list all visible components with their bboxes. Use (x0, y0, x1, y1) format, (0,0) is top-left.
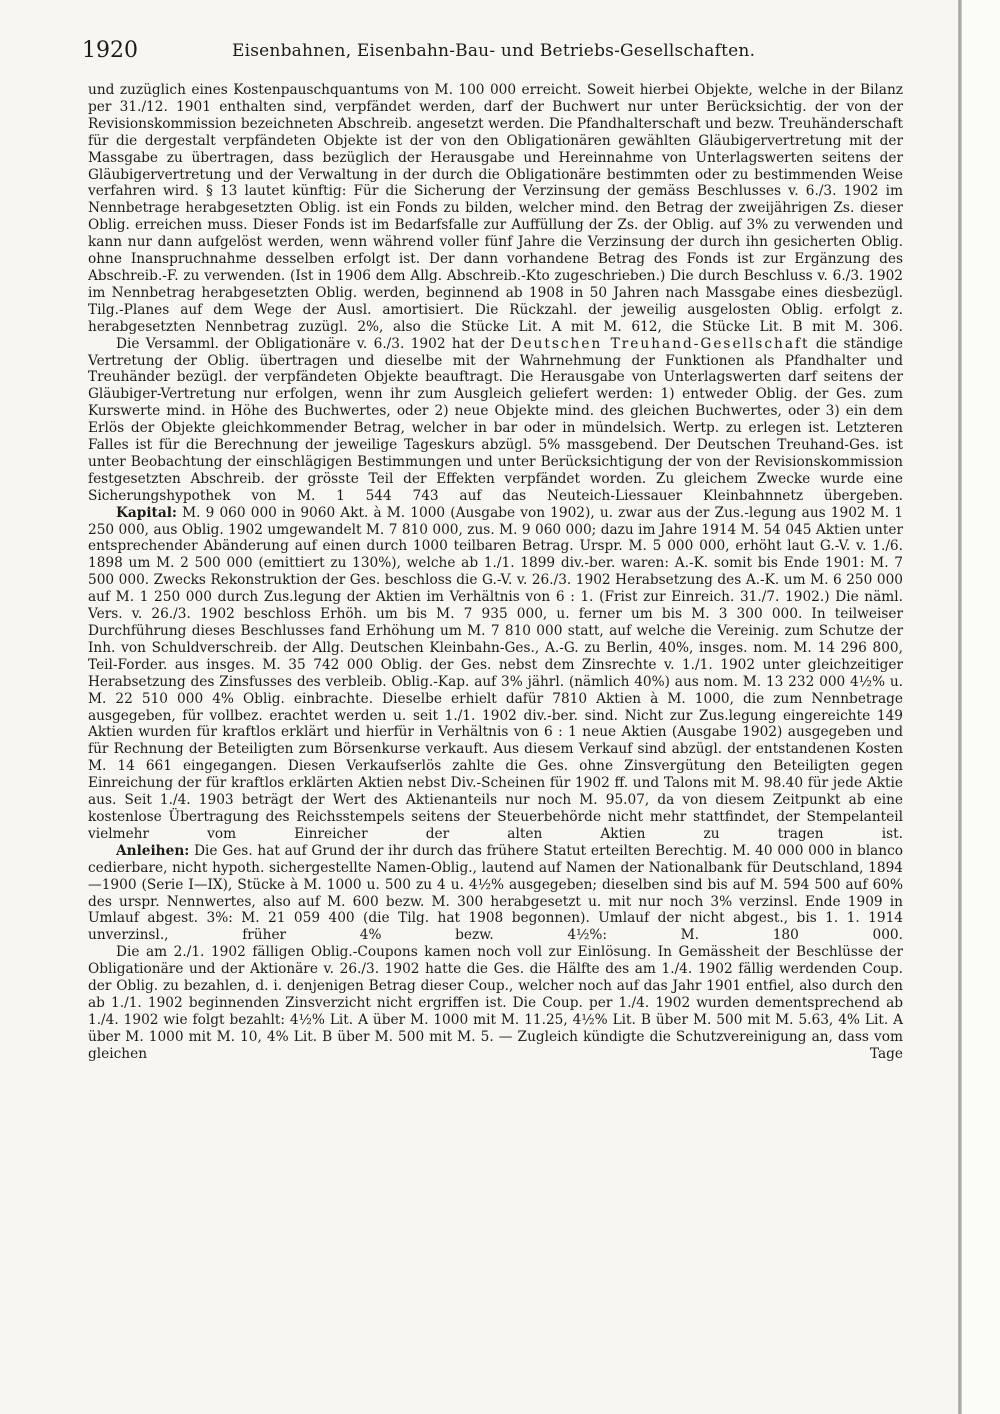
treuhand-name: Deutschen Treuhand-Gesellschaft (510, 335, 810, 352)
paragraph-2 (88, 336, 903, 505)
page-number: 1920 (82, 38, 138, 63)
paragraph-1: und zuzüglich eines Kostenpauschquantums von M. 100 000 erreicht. Soweit hierbei Objekte, welche in der Bilanz per 31./12. 1901 enthalten sind, verpfändet werden, darf der Buchwert nur unter Berücksichtig. der von der Revisionskommission bezeichneten Abschreib. angesetzt werden. Die Pfandhalterschaft und bezw. Treuhänderschaft für die dergestalt verpfändeten Objekte ist der von den Obligationären gewählten Gläubigervertretung mit der Massgabe zu übertragen, dass bezüglich der Herausgabe und Hereinnahme von Unterlagswerten seitens der Gläubigervertretung und der Verwaltung in der durch die Obligationäre bestimmten oder zu bestimmenden Weise verfahren wird. § 13 lautet künftig: Für die Sicherung der Verzinsung der gemäss Beschlusses v. 6./3. 1902 im Nennbetrage herabgesetzten Oblig. ist ein Fonds zu bilden, welcher mind. den Betrag der zweijährigen Zs. dieser Oblig. erreichen muss. Dieser Fonds ist im Bedarfsfalle zur Auffüllung der Zs. der Oblig. auf 3% zu verwenden und kann nur dann aufgelöst werden, wenn während voller fünf Jahre die Verzinsung der durch ihn gesicherten Oblig. ohne Inanspruchnahme desselben erfolgt ist. Der dann vorhandene Betrag des Fonds ist zur Ergänzung des Abschreib.-F. zu verwenden. (Ist in 1906 dem Allg. Abschreib.-Kto zugeschrieben.) Die durch Beschluss v. 6./3. 1902 im Nennbetrag herabgesetzten Oblig. werden, beginnend ab 1908 in 50 Jahren nach Massgabe eines diesbezügl. Tilg.-Planes auf dem Wege der Ausl. amortisiert. Die Rückzahl. der jeweilig ausgelosten Oblig. erfolgt z. herabgesetzten Nennbetrag zuzügl. 2%, also die Stücke Lit. A mit M. 612, die Stücke Lit. B mit M. 306. (88, 82, 903, 335)
anleihen-label: Anleihen: (116, 842, 190, 859)
kapital-label: Kapital: (116, 504, 177, 521)
paragraph-kapital (88, 505, 903, 843)
paragraph-anleihen (88, 843, 903, 944)
body-text (88, 82, 903, 1063)
anleihen-text: Die Ges. hat auf Grund der ihr durch das frühere Statut erteilten Berechtig. M. 40 000 000 in blanco cedierbare, nicht hypoth. sichergestellte Namen-Oblig., lautend auf Namen der Nationalbank für Deutschland, 1894—1900 (Serie I—IX), Stücke à M. 1000 u. 500 zu 4 u. 4½% ausgegeben; dieselben sind bis auf M. 594 500 auf 60% des urspr. Nennwertes, also auf M. 600 bezw. M. 300 herabgesetzt u. mit nur noch 3% verzinsl. Ende 1909 in Umlauf abgest. 3%: M. 21 059 400 (die Tilg. hat 1908 begonnen). Umlauf der nicht abgest., bis 1. 1. 1914 unverzinsl., früher 4% bezw. 4½%: M. 180 000. (88, 842, 903, 944)
paragraph-coupons: Die am 2./1. 1902 fälligen Oblig.-Coupons kamen noch voll zur Einlösung. In Gemässheit der Beschlüsse der Obligationäre und der Aktionäre v. 26./3. 1902 hatte die Ges. die Hälfte des am 1./4. 1902 fällig werdenden Coup. der Oblig. zu bezahlen, d. i. denjenigen Betrag dieser Coup., welcher noch auf das Jahr 1901 entfiel, also durch den ab 1./1. 1902 beginnenden Zinsverzicht nicht ergriffen ist. Die Coup. per 1./4. 1902 wurden dementsprechend ab 1./4. 1902 wie folgt bezahlt: 4½% Lit. A über M. 1000 mit M. 11.25, 4½% Lit. B über M. 500 mit M. 5.63, 4% Lit. A über M. 1000 mit M. 10, 4% Lit. B über M. 500 mit M. 5. — Zugleich kündigte die Schutzvereinigung an, dass vom gleichen Tage (88, 944, 903, 1062)
page-margin (962, 0, 1000, 1414)
running-title: Eisenbahnen, Eisenbahn-Bau- und Betriebs-Gesellschaften. (232, 41, 756, 61)
paragraph-2-rest: die ständige Vertretung der Oblig. übertragen und dieselbe mit der Wahrnehmung der Funktionen als Pfandhalter und Treuhänder bezügl. der verpfändeten Objekte beauftragt. Die Herausgabe von Unterlagswerten darf seitens der Gläubiger-Vertretung nur erfolgen, wenn ihr zum Ausgleich geliefert werden: 1) entweder Oblig. der Ges. zum Kurswerte mind. in Höhe des Buchwertes, oder 2) neue Objekte mind. des gleichen Buchwertes, oder 3) ein dem Erlös der Objekte gleichkommender Betrag, welcher in bar oder in mündelsich. Wertp. zu erlegen ist. Letzteren Falles ist für die Berechnung der jeweilige Tageskurs abzügl. 5% massgebend. Der Deutschen Treuhand-Ges. ist unter Beobachtung der einschlägigen Bestimmungen und unter Berücksichtigung der von der Revisionskommission festgesetzten Abschreib. der grösste Teil der Effekten verpfändet worden. Zu gleichem Zwecke wurde eine Sicherungshypothek von M. 1 544 743 auf das Neuteich-Liessauer Kleinbahnnetz übergeben. (88, 335, 903, 504)
kapital-text: M. 9 060 000 in 9060 Akt. à M. 1000 (Ausgabe von 1902), u. zwar aus der Zus.-legung aus 1902 M. 1 250 000, aus Oblig. 1902 umgewandelt M. 7 810 000, zus. M. 9 060 000; dazu im Jahre 1914 M. 54 045 Aktien unter entsprechender Abänderung auf einen durch 1000 teilbaren Betrag. Urspr. M. 5 000 000, erhöht laut G.-V. v. 1./6. 1898 um M. 2 500 000 (emittiert zu 130%), welche ab 1./1. 1899 div.-ber. waren: A.-K. somit bis Ende 1901: M. 7 500 000. Zwecks Rekonstruktion der Ges. beschloss die G.-V. v. 26./3. 1902 Herabsetzung des A.-K. um M. 6 250 000 auf M. 1 250 000 durch Zus.legung der Aktien im Verhältnis von 6 : 1. (Frist zur Einreich. 31./7. 1902.) Die näml. Vers. v. 26./3. 1902 beschloss Erhöh. um bis M. 7 935 000, u. ferner um bis M. 3 300 000. In teilweiser Durchführung dieses Beschlusses fand Erhöhung um M. 7 810 000 statt, auf welche die Vereinig. zum Schutze der Inh. von Schuldverschreib. der Allg. Deutschen Kleinbahn-Ges., A.-G. zu Berlin, 40%, insges. nom. M. 14 296 800, Teil-Forder. aus insges. M. 35 742 000 Oblig. der Ges. nebst dem Zinsrechte v. 1./1. 1902 unter gleichzeitiger Herabsetzung des Zinsfusses des verbleib. Oblig.-Kap. auf 3% jährl. (nämlich 40%) aus nom. M. 13 232 000 4½% u. M. 22 510 000 4% Oblig. einbrachte. Dieselbe erhielt dafür 7810 Aktien à M. 1000, die zum Nennbetrage ausgegeben, für vollbez. erachtet werden u. seit 1./1. 1902 div.-ber. sind. Nicht zur Zus.legung eingereichte 149 Aktien wurden für kraftlos erklärt und hierfür in Verhältnis von 6 : 1 neue Aktien (Ausgabe 1902) ausgegeben und für Rechnung der Beteiligten zum Börsenkurse verkauft. Aus diesem Verkauf sind abzügl. der entstandenen Kosten M. 14 661 eingegangen. Diesen Verkaufserlös zahlte die Ges. ohne Zinsvergütung den Beteiligten gegen Einreichung der für kraftlos erklärten Aktien nebst Div.-Scheinen für 1902 ff. und Talons mit M. 98.40 für jede Aktie aus. Seit 1./4. 1903 beträgt der Wert des Aktienanteils nur noch M. 95.07, da von diesem Zeitpunkt ab eine kostenlose Übertragung des Reichsstempels seitens der Steuerbehörde nicht mehr stattfindet, der Stempelanteil vielmehr vom Einreicher der alten Aktien zu tragen ist. (88, 504, 903, 842)
paragraph-2-intro: Die Versamml. der Obligationäre v. 6./3. 1902 hat der (116, 335, 505, 352)
page-header (82, 38, 762, 68)
